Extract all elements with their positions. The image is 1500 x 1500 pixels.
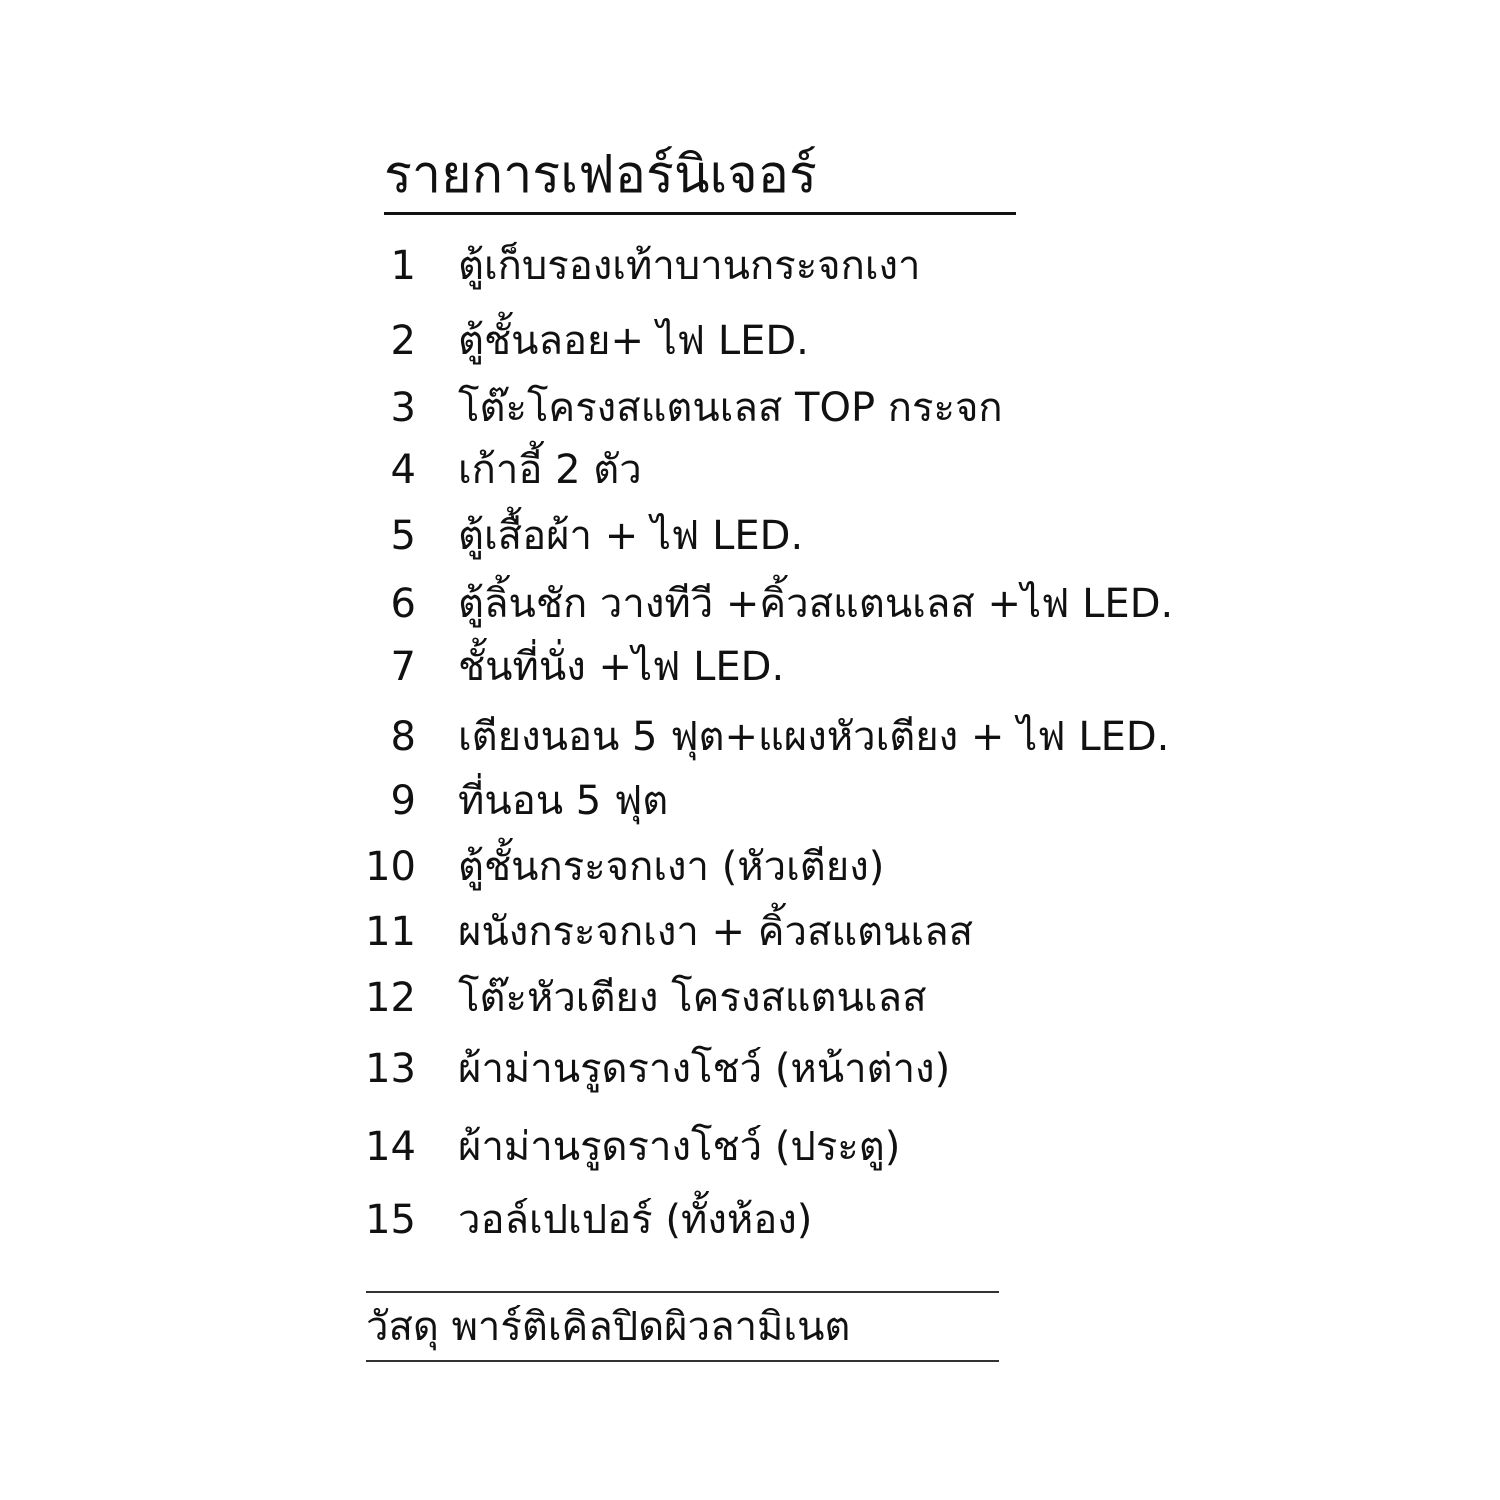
item-number: 11 (365, 909, 416, 955)
item-text: ผ้าม่านรูดรางโชว์ (หน้าต่าง) (458, 1046, 951, 1092)
item-text: โต๊ะหัวเตียง โครงสแตนเลส (458, 975, 927, 1021)
item-text: เตียงนอน 5 ฟุต+แผงหัวเตียง + ไฟ LED. (458, 714, 1170, 760)
item-number: 12 (365, 975, 416, 1021)
item-number: 9 (390, 778, 416, 824)
item-text: ผนังกระจกเงา + คิ้วสแตนเลส (458, 909, 974, 955)
item-number: 15 (365, 1197, 416, 1243)
material-note: วัสดุ พาร์ติเคิลปิดผิวลามิเนต (366, 1304, 851, 1350)
item-text: วอล์เปเปอร์ (ทั้งห้อง) (458, 1197, 813, 1243)
item-text: ตู้ลิ้นชัก วางทีวี +คิ้วสแตนเลส +ไฟ LED. (458, 581, 1174, 627)
item-number: 14 (365, 1124, 416, 1170)
material-top-rule (366, 1291, 999, 1293)
item-text: ผ้าม่านรูดรางโชว์ (ประตู) (458, 1124, 901, 1170)
item-text: ที่นอน 5 ฟุต (458, 778, 669, 824)
item-number: 4 (390, 447, 416, 493)
title-underline (384, 212, 1016, 215)
item-text: ตู้เสื้อผ้า + ไฟ LED. (458, 513, 804, 559)
item-text: ชั้นที่นั่ง +ไฟ LED. (458, 644, 785, 690)
item-text: เก้าอี้ 2 ตัว (458, 447, 642, 493)
item-text: โต๊ะโครงสแตนเลส TOP กระจก (458, 385, 1003, 431)
item-text: ตู้ชั้นลอย+ ไฟ LED. (458, 318, 809, 364)
item-number: 1 (390, 243, 416, 289)
item-number: 5 (390, 513, 416, 559)
item-number: 3 (390, 385, 416, 431)
material-bottom-rule (366, 1360, 999, 1362)
item-number: 8 (390, 714, 416, 760)
item-number: 13 (365, 1046, 416, 1092)
item-text: ตู้ชั้นกระจกเงา (หัวเตียง) (458, 844, 885, 890)
item-number: 6 (390, 581, 416, 627)
item-number: 10 (365, 844, 416, 890)
item-number: 2 (390, 318, 416, 364)
item-number: 7 (390, 644, 416, 690)
page-title: รายการเฟอร์นิเจอร์ (384, 145, 817, 205)
item-text: ตู้เก็บรองเท้าบานกระจกเงา (458, 243, 921, 289)
